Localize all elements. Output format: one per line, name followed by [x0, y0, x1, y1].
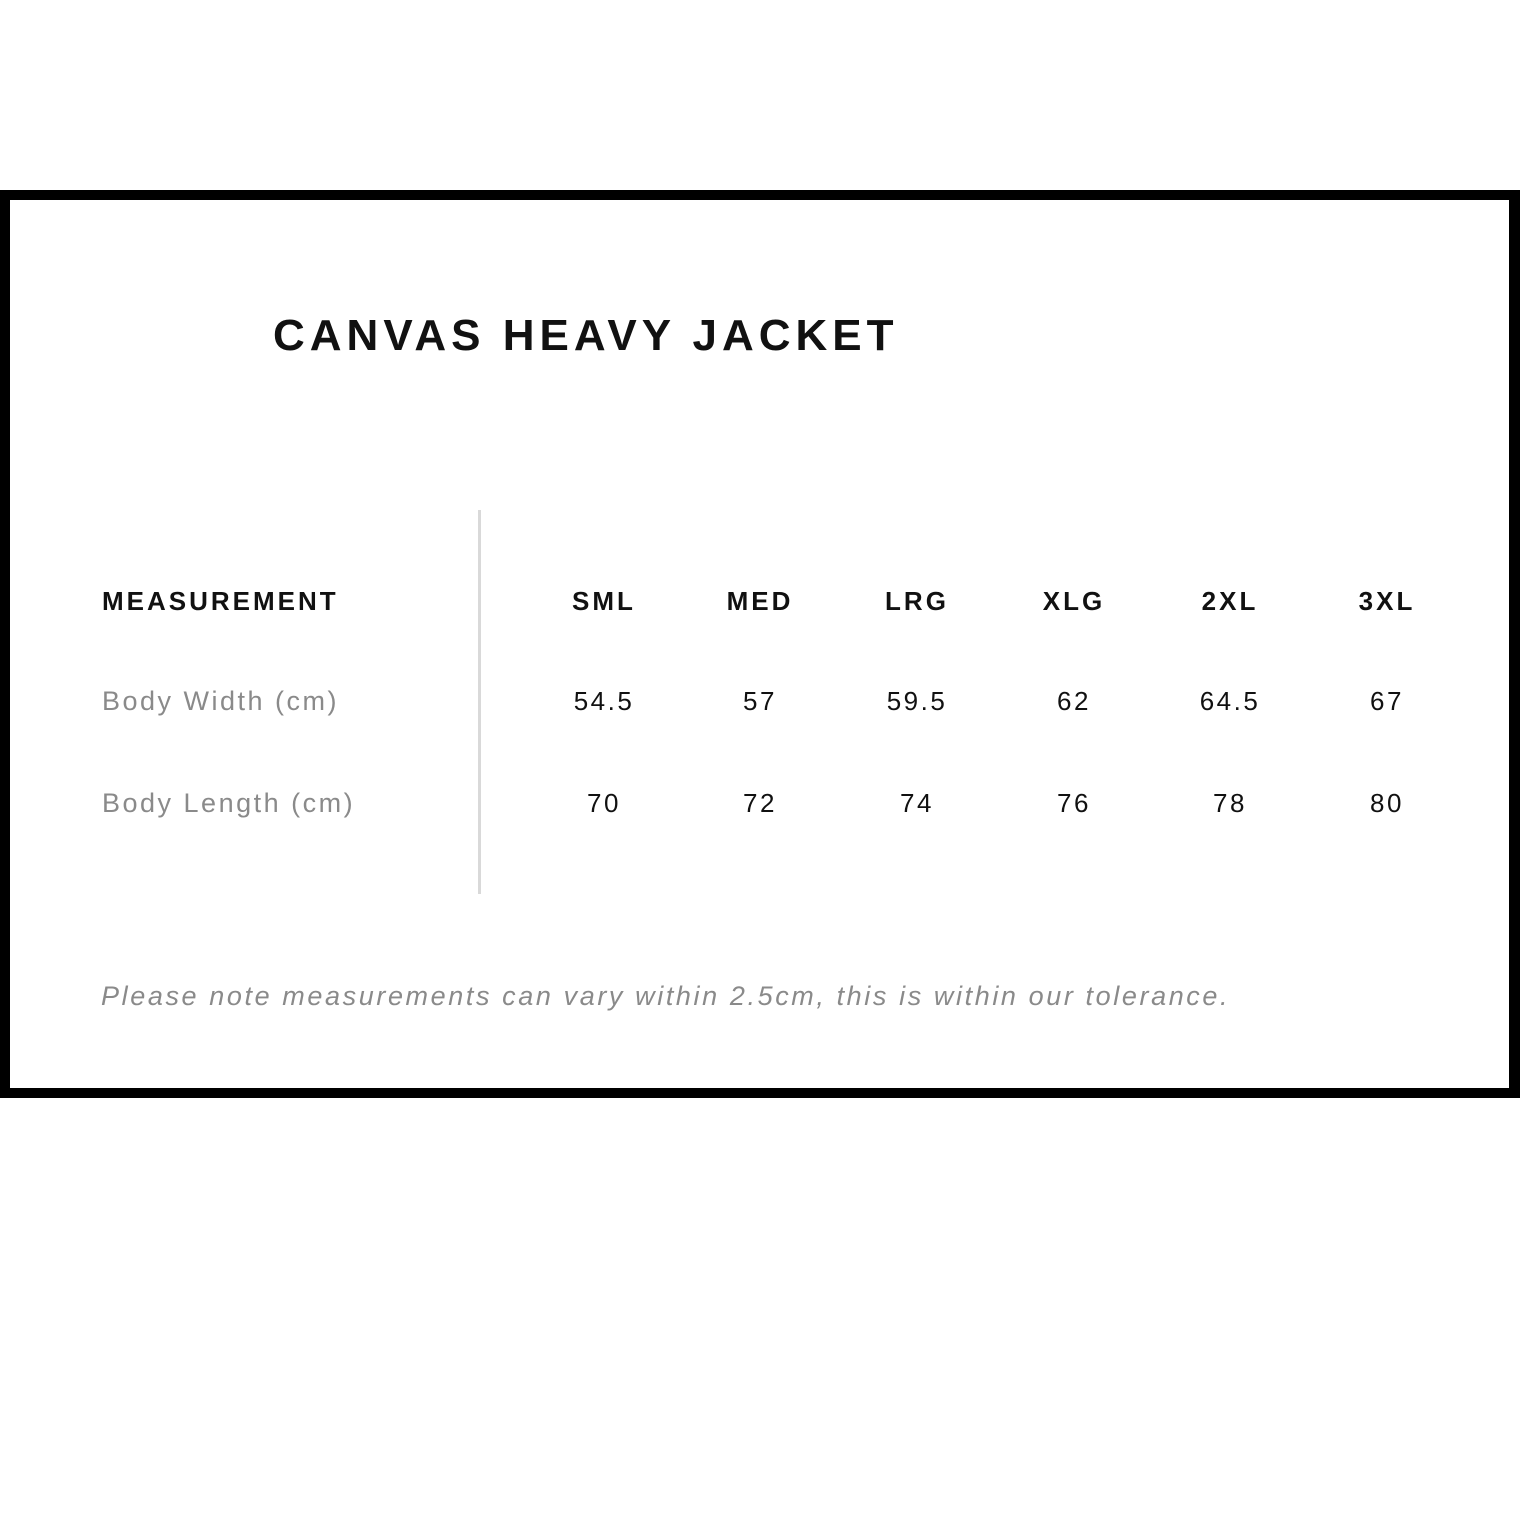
size-chart-panel — [0, 190, 1520, 1098]
body-length-3xl: 80 — [1370, 788, 1404, 818]
body-length-2xl: 78 — [1213, 788, 1247, 818]
size-header-xlg: XLG — [1042, 586, 1106, 616]
size-header-3xl: 3XL — [1358, 586, 1416, 616]
body-length-lrg: 74 — [900, 788, 934, 818]
body-width-3xl: 67 — [1370, 686, 1404, 716]
page-title: CANVAS HEAVY JACKET — [273, 311, 899, 360]
size-header-2xl: 2XL — [1201, 586, 1259, 616]
size-header-sml: SML — [572, 586, 636, 616]
body-width-med: 57 — [743, 686, 777, 716]
body-width-sml: 54.5 — [573, 686, 635, 716]
body-length-med: 72 — [743, 788, 777, 818]
size-header-lrg: LRG — [885, 586, 949, 616]
tolerance-note: Please note measurements can vary within 2.5cm, this is within our tolerance. — [101, 981, 1231, 1011]
row-label-body-width: Body Width (cm) — [102, 686, 340, 716]
body-length-xlg: 76 — [1057, 788, 1091, 818]
body-width-xlg: 62 — [1057, 686, 1091, 716]
column-divider — [478, 510, 481, 894]
measurement-header: MEASUREMENT — [102, 586, 339, 616]
body-width-2xl: 64.5 — [1199, 686, 1261, 716]
body-length-sml: 70 — [587, 788, 621, 818]
size-header-med: MED — [726, 586, 794, 616]
body-width-lrg: 59.5 — [886, 686, 948, 716]
row-label-body-length: Body Length (cm) — [102, 788, 356, 818]
